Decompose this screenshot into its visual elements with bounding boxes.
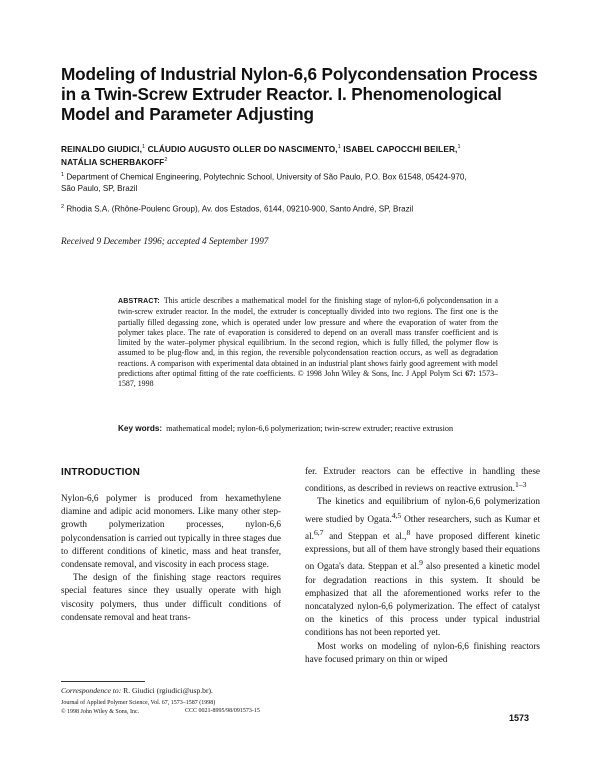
affiliation-1 [61,170,541,194]
right-p2-a: The kinetics and equilibrium of nylon-6,6 polymerization were studied by Ogata. [305,496,540,524]
citation-ref: 8 [406,527,411,537]
abstract-citation-vol: 67: [465,368,476,378]
paper-title [61,64,541,124]
author-4-affil: 2 [164,156,168,163]
author-1: REINALDO GIUDICI, [61,143,142,154]
author-3-affil: 1 [457,144,461,150]
affiliation-2-mark: 2 [61,204,65,210]
affiliation-2-line-1: Rhodia S.A. (Rhône-Poulenc Group), Av. dos Estados, 6144, 09210-900, Santo André, SP, Brazil [66,204,414,214]
affiliation-2 [61,202,541,215]
copyright-line: © 1998 John Wiley & Sons, Inc. [61,708,140,715]
section-heading-introduction: INTRODUCTION [61,467,141,478]
affiliation-1-line-1: Department of Chemical Engineering, Polytechnic School, University of São Paulo, P.O. Box 61548, 05424-970, [66,172,467,182]
author-2-affil: 1 [337,144,341,150]
right-paragraph-3: Most works on modeling of nylon-6,6 finishing reactors have focused primary on thin or wiped [305,640,540,664]
right-paragraph-1 [305,465,540,495]
abstract-label: ABSTRACT: [118,298,160,305]
page-number: 1573 [509,713,530,723]
journal-line: Journal of Applied Polymer Science, Vol. 67, 1573–1587 (1998) [61,700,216,706]
title-line-2: in a Twin-Screw Extruder Reactor. I. Phenomenological [61,84,502,104]
author-list [61,142,541,168]
citation-ref: 6,7 [313,527,324,537]
abstract [118,296,498,389]
ccc-code: CCC 0021-8995/98/091573-15 [185,707,260,714]
correspondence-label: Correspondence to: [61,686,122,695]
citation-ref: 9 [419,558,423,568]
title-line-1: Modeling of Industrial Nylon-6,6 Polycondensation Process [61,64,538,84]
footnote-divider [61,681,145,682]
correspondence-name: R. Giudici (rgiudici@usp.br). [123,686,213,695]
abstract-text: This article describes a mathematical model for the finishing stage of nylon-6,6 polycondensation in a twin-screw extruder reactor. In the model, the extruder is conceptually divided into two regions. The first one is the partially filled degassing zone, which is operated under low pressure and where the evaporation of water from the polymer takes place. The rate of evaporation is considered to depend on an overall mass transfer coefficient and is limited by the water–polymer physical equilibrium. In the second region, which is fully filled, the polymer flow is assumed to be plug-flow and, in this region, the reversible polycondensation reaction occurs, as well as degradation reactions. A comparison with experimental data obtained in an industrial plant shows fairly good agreement with model predictions after optimal fitting of the rate coefficients. [118,296,498,378]
abstract-citation-pre: © 1998 John Wiley & Sons, Inc. J Appl Polym Sci [297,368,463,378]
left-paragraph-1: Nylon-6,6 polymer is produced from hexamethylene diamine and adipic acid monomers. Like many other step-growth polymerization processes, nylon-6,6 polycondensation is carried out typically in three stages due to different conditions of kinetic, mass and heat transfer, condensate removal, and viscosity in each process stage. [61,493,281,570]
author-2: CLÁUDIO AUGUSTO OLLER DO NASCIMENTO, [147,143,338,154]
left-column [61,492,281,624]
affiliation-1-mark: 1 [61,172,65,178]
received-dates: Received 9 December 1996; accepted 4 September 1997 [61,236,269,246]
title-line-3: Model and Parameter Adjusting [61,104,314,124]
author-1-affil: 1 [141,144,146,150]
right-p2-d: have proposed different kinetic expressions, but all of them have strongly based their equations on Ogata's data. Steppan et al. [305,531,540,572]
right-paragraph-2 [305,495,540,639]
keywords [118,424,498,435]
left-paragraph-2: The design of the finishing stage reactors requires special features since they usually operate with high viscosity polymers, thus under difficult conditions of condensate removal and heat trans- [61,572,281,622]
affiliation-1-line-2: São Paulo, SP, Brazil [61,183,138,193]
right-p2-c: and Steppan et al., [323,531,407,541]
author-3: ISABEL CAPOCCHI BEILER, [343,143,458,154]
right-p2-e: also presented a kinetic model for degradation reactions in this system. It should be emphasized that all the aforementioned works refer to the noncatalyzed nylon-6,6 polymerization. The effect of catalyst on the kinetics of this process under typical industrial conditions has not been reported yet. [305,561,540,638]
keywords-text: mathematical model; nylon-6,6 polymerization; twin-screw extruder; reactive extrusion [166,424,454,433]
keywords-label: Key words: [118,424,163,433]
citation-ref: 4,5 [391,510,402,520]
abstract-citation-post: 1573–1587, 1998 [118,368,498,388]
citation-ref: 1–3 [514,480,527,490]
right-column [305,465,540,666]
author-4: NATÁLIA SCHERBAKOFF [61,156,165,167]
right-p2-b: Other researchers, such as Kumar et al. [305,513,540,541]
correspondence-footnote [61,686,213,695]
right-p1-text: fer. Extruder reactors can be effective in handling these conditions, as described in reviews on reactive extrusion. [305,466,540,494]
